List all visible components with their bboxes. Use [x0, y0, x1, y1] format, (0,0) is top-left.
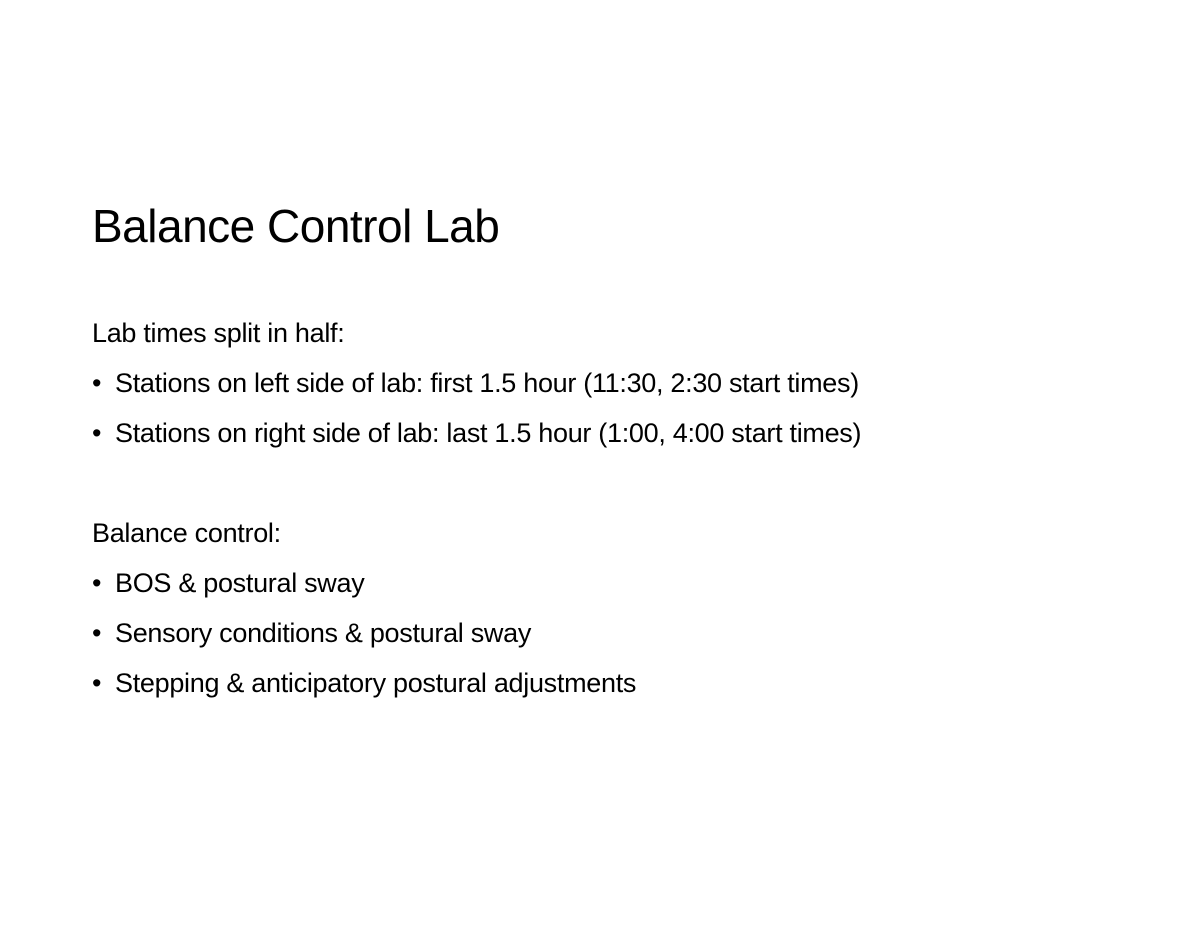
bullet-text: Sensory conditions & postural sway	[115, 618, 532, 648]
spacer	[92, 458, 1152, 508]
bullet-item	[92, 658, 1152, 708]
bullet-text: Stations on right side of lab: last 1.5 hour (1:00, 4:00 start times)	[115, 418, 862, 448]
bullet-glyph: •	[92, 618, 102, 648]
bullet-text: Stepping & anticipatory postural adjustments	[115, 668, 637, 698]
bullet-glyph: •	[92, 568, 102, 598]
bullet-item	[92, 408, 1152, 458]
section-heading-lab-times: Lab times split in half:	[92, 318, 345, 348]
section-heading-balance-control: Balance control:	[92, 518, 281, 548]
bullet-glyph: •	[92, 668, 102, 698]
slide-title: Balance Control Lab	[92, 200, 500, 252]
bullet-item	[92, 558, 1152, 608]
bullet-glyph: •	[92, 368, 102, 398]
bullet-text: BOS & postural sway	[115, 568, 365, 598]
bullet-glyph: •	[92, 418, 102, 448]
bullet-item	[92, 358, 1152, 408]
slide-body	[92, 308, 1152, 708]
bullet-text: Stations on left side of lab: first 1.5 hour (11:30, 2:30 start times)	[115, 368, 859, 398]
bullet-item	[92, 608, 1152, 658]
